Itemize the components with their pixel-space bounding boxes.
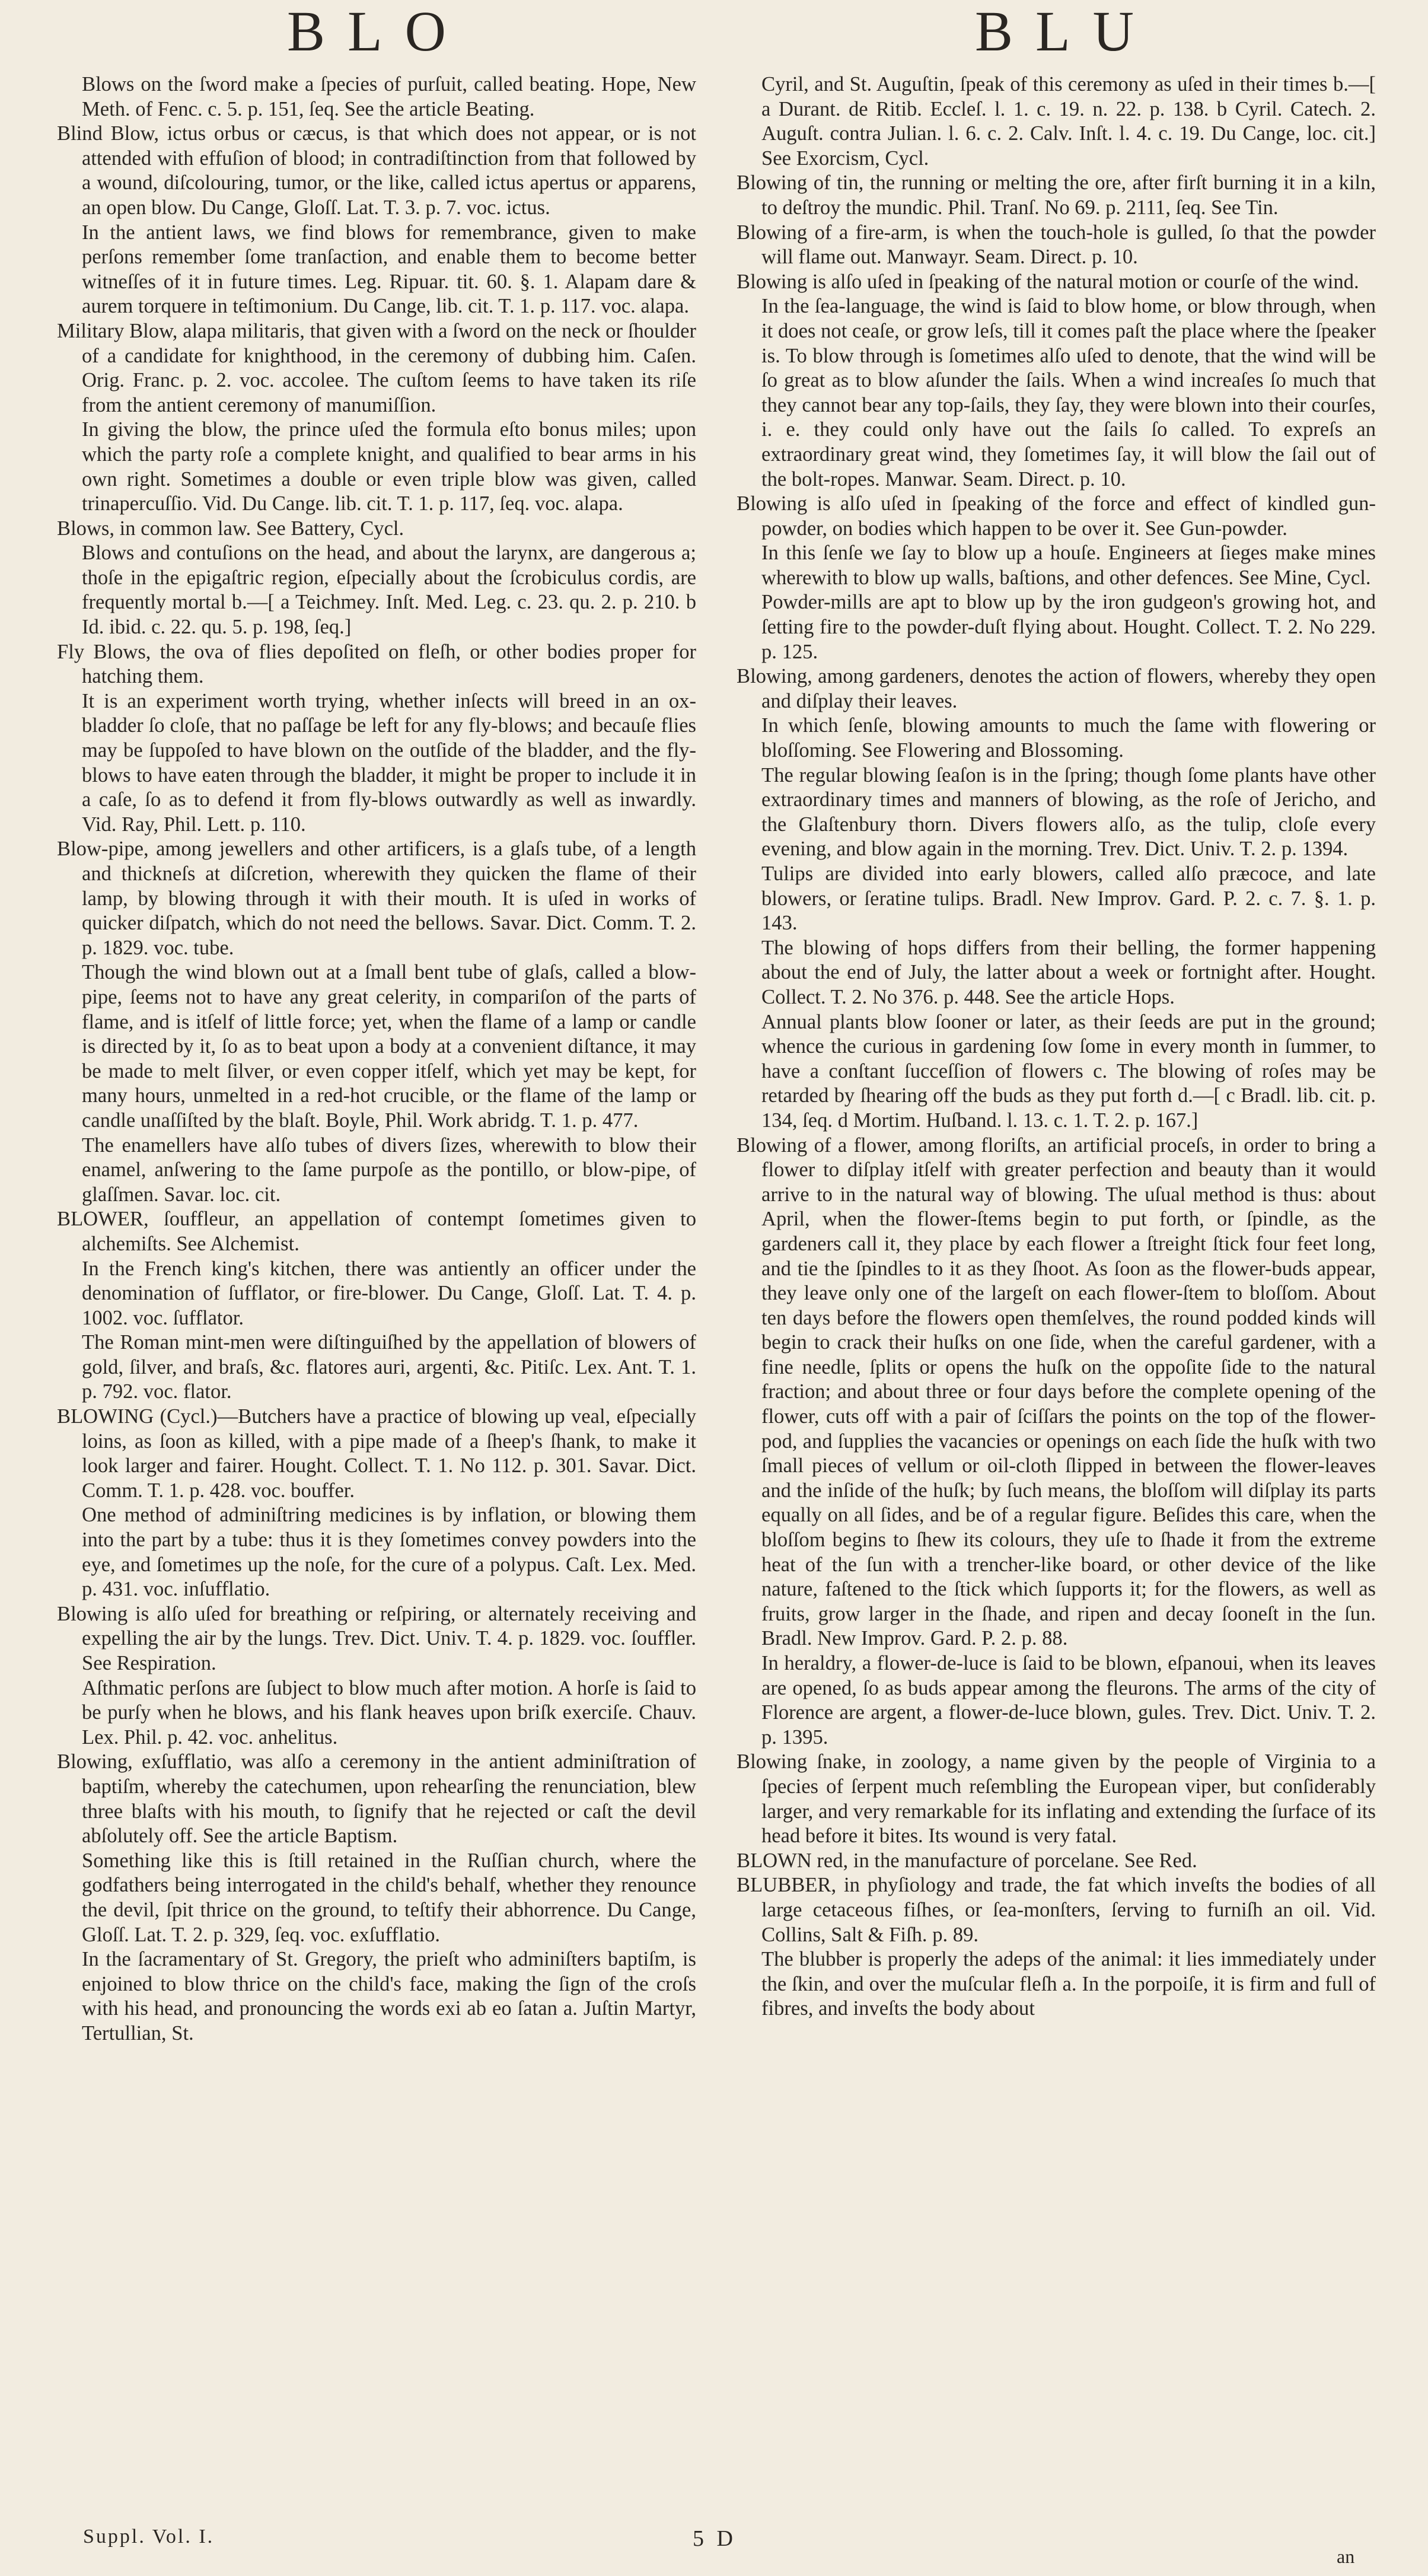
volume-label: Suppl. Vol. I. (83, 2526, 215, 2548)
entry-paragraph: Blows on the ſword make a ſpecies of purſuit, called beating. Hope, New Meth. of Fenc. c. 5. p. 151, ſeq. See the article Beating. (82, 73, 696, 120)
entry-paragraph: In which ſenſe, blowing amounts to much the ſame with flowering or bloſſoming. See Flowering and Blossoming. (761, 714, 1376, 762)
entry-paragraph: It is an experiment worth trying, whether inſects will breed in an ox-bladder ſo cloſe, that no paſſage be left for any fly-blows; and becauſe flies may be ſuppoſed to have blown on the outſide of the bladder, and the fly-blows to have eaten through the bladder, it might be proper to include it in a caſe, ſo as to defend it from fly-blows outwardly as well as inwardly. Vid. Ray, Phil. Lett. p. 110. (82, 689, 696, 836)
entry-paragraph: In heraldry, a flower-de-luce is ſaid to be blown, eſpanoui, when its leaves are opened, ſo as buds appear among the fleurons. The arms of the city of Florence are argent, a flower-de-luce blown, gules. Trev. Dict. Univ. T. 2. p. 1395. (761, 1652, 1376, 1749)
entry-paragraph: Blows and contuſions on the head, and about the larynx, are dangerous a; thoſe in the epigaſtric region, eſpecially about the ſcrobiculus cordis, are frequently mortal b.—[ a Teichmey. Inſt. Med. Leg. c. 23. qu. 2. p. 210. b Id. ibid. c. 22. qu. 5. p. 198, ſeq.] (82, 542, 696, 639)
dictionary-entry: Blow-pipe, among jewellers and other artificers, is a glaſs tube, of a length and thickneſs at diſcretion, wherewith they quicken the flame of their lamp, by blowing through it with their mouth. It is uſed in works of quicker diſpatch, which do not need the bellows. Savar. Dict. Comm. T. 2. p. 1829. voc. tube. (57, 838, 696, 959)
dictionary-entry: Blowing is alſo uſed in ſpeaking of the natural motion or courſe of the wind. (737, 270, 1359, 293)
dictionary-entry: BLOWER, ſouffleur, an appellation of contempt ſometimes given to alchemiſts. See Alchemist. (57, 1208, 696, 1255)
entry-paragraph: The enamellers have alſo tubes of divers ſizes, wherewith to blow their enamel, anſwering to the ſame purpoſe as the pontillo, or blow-pipe, of glaſſmen. Savar. loc. cit. (82, 1133, 696, 1206)
entry-paragraph: The Roman mint-men were diſtinguiſhed by the appellation of blowers of gold, ſilver, and braſs, &c. flatores auri, argenti, &c. Pitiſc. Lex. Ant. T. 1. p. 792. voc. flator. (82, 1331, 696, 1403)
catchword: an (1337, 2546, 1355, 2567)
dictionary-entry: Blowing of a fire-arm, is when the touch-hole is gulled, ſo that the powder will flame out. Manwayr. Seam. Direct. p. 10. (737, 221, 1376, 269)
signature-mark: 5 D (693, 2526, 737, 2551)
dictionary-entry: Military Blow, alapa militaris, that given with a ſword on the neck or ſhoulder of a candidate for knighthood, in the ceremony of dubbing him. Caſen. Orig. Franc. p. 2. voc. accolee. The cuſtom ſeems to have taken its riſe from the antient ceremony of manumiſſion. (57, 319, 696, 416)
dictionary-entry: Blind Blow, ictus orbus or cæcus, is that which does not appear, or is not attended with effuſion of blood; in contradiſtinction from that followed by a wound, diſcolouring, tumor, or the like, called ictus apertus or apparens, an open blow. Du Cange, Gloſſ. Lat. T. 3. p. 7. voc. ictus. (57, 122, 696, 219)
entry-paragraph: Though the wind blown out at a ſmall bent tube of glaſs, called a blow-pipe, ſeems not to have any great celerity, in compariſon of the parts of flame, and is itſelf of little force; yet, when the flame of a lamp or candle is directed by it, ſo as to beat upon a body at a convenient diſtance, it may be made to melt ſilver, or even copper itſelf, which yet may be kept, for many hours, unmelted in a red-hot crucible, or the flame of the lamp or candle unaſſiſted by the blaſt. Boyle, Phil. Work abridg. T. 1. p. 477. (82, 961, 696, 1132)
dictionary-entry: Blowing is alſo uſed in ſpeaking of the force and effect of kindled gun-powder, on bodies which happen to be over it. See Gun-powder. (737, 492, 1376, 540)
dictionary-entry: BLOWN red, in the manufacture of porcelane. See Red. (737, 1849, 1197, 1872)
entry-paragraph: In the ſea-language, the wind is ſaid to blow home, or blow through, when it does not ceaſe, or grow leſs, till it comes paſt the place where the ſpeaker is. To blow through is ſometimes alſo uſed to denote, that the wind will be ſo great as to blow aſunder the ſails. When a wind increaſes ſo much that they cannot bear any top-ſails, they ſay, they were blown into their courſes, i. e. they could only have out the ſails ſo called. To expreſs an extraordinary great wind, they ſometimes ſay, it will blow the ſail out of the bolt-ropes. Manwar. Seam. Direct. p. 10. (761, 295, 1376, 491)
entry-paragraph: Aſthmatic perſons are ſubject to blow much after motion. A horſe is ſaid to be purſy when he blows, and his flank heaves upon briſk exerciſe. Chauv. Lex. Phil. p. 42. voc. anhelitus. (82, 1676, 696, 1749)
dictionary-entry: Blowing of a flower, among floriſts, an artificial proceſs, in order to bring a flower to diſplay itſelf with greater perfection and beauty than it would arrive to in the natural way of blowing. The uſual method is thus: about April, when the flower-ſtems begin to put forth, or ſpindle, as the gardeners call it, they place by each flower a ſtreight ſtick four feet long, and tie the ſpindles to it as they ſhoot. As ſoon as the flower-buds appear, they leave only one of the largeſt on each flower-ſtem to bloſſom. About ten days before the flowers open themſelves, the round podded kinds will begin to crack their huſks on one ſide, when the careful gardener, with a fine needle, ſplits or opens the huſk on the oppoſite ſide to the natural fraction; and about three or four days before the complete opening of the flower, cuts off with a pair of ſciſſars the points on the top of the flower-pod, and ſupplies the vacancies or openings on each ſide the huſk with two ſmall pieces of vellum or oil-cloth ſlipped in between the flower-leaves and the inſide of the huſk; by ſuch means, the bloſſom will diſplay its parts equally on all ſides, and be of a regular figure. Beſides this care, when the bloſſom begins to ſhew its colours, they uſe to ſhade it from the extreme heat of the ſun with a trencher-like board, or other device of the like nature, faſtened to the ſtick which ſupports it; for the flowers, as well as fruits, grow larger in the ſhade, and ripen and decay ſooneſt in the ſun. Bradl. New Improv. Gard. P. 2. p. 88. (737, 1133, 1376, 1650)
entry-paragraph: Cyril, and St. Auguſtin, ſpeak of this ceremony as uſed in their times b.—[ a Durant. de Ritib. Eccleſ. l. 1. c. 19. n. 22. p. 138. b Cyril. Catech. 2. Auguſt. contra Julian. l. 6. c. 2. Calv. Inſt. l. 4. c. 19. Du Cange, loc. cit.] See Exorcism, Cycl. (761, 73, 1376, 170)
right-column (737, 72, 1376, 2492)
dictionary-entry: Blowing, exſufflatio, was alſo a ceremony in the antient adminiſtration of baptiſm, whereby the catechumen, upon rehearſing the renunciation, blew three blaſts with his mouth, to ſignify that he rejected or caſt the devil abſolutely off. See the article Baptism. (57, 1750, 696, 1848)
entry-paragraph: In the antient laws, we find blows for remembrance, given to make perſons remember ſome tranſaction, and enable them to become better witneſſes of it in future times. Leg. Ripuar. tit. 60. §. 1. Alapam dare & aurem torquere in teſtimonium. Du Cange, lib. cit. T. 1. p. 117. voc. alapa. (82, 221, 696, 318)
entry-paragraph: Tulips are divided into early blowers, called alſo præcoce, and late blowers, or ſeratine tulips. Bradl. New Improv. Gard. P. 2. c. 7. §. 1. p. 143. (761, 862, 1376, 935)
entry-paragraph: In this ſenſe we ſay to blow up a houſe. Engineers at ſieges make mines wherewith to blow up walls, baſtions, and other defences. See Mine, Cycl. (761, 542, 1376, 589)
running-head-right: BLU (975, 0, 1156, 63)
running-head-left: BLO (287, 0, 468, 63)
dictionary-entry: Blowing, among gardeners, denotes the action of flowers, whereby they open and diſplay their leaves. (737, 665, 1376, 712)
entry-paragraph: The blubber is properly the adeps of the animal: it lies immediately under the ſkin, and over the muſcular fleſh a. In the porpoiſe, it is firm and full of fibres, and inveſts the body about (761, 1948, 1376, 2020)
dictionary-entry: Blowing of tin, the running or melting the ore, after firſt burning it in a kiln, to deſtroy the mundic. Phil. Tranſ. No 69. p. 2111, ſeq. See Tin. (737, 171, 1376, 219)
entry-paragraph: In giving the blow, the prince uſed the formula eſto bonus miles; upon which the party roſe a complete knight, and qualified to bear arms in his own right. Sometimes a double or even triple blow was given, called trinapercuſſio. Vid. Du Cange. lib. cit. T. 1. p. 117, ſeq. voc. alapa. (82, 418, 696, 515)
entry-paragraph: In the French king's kitchen, there was antiently an officer under the denomination of ſufflator, or fire-blower. Du Cange, Gloſſ. Lat. T. 4. p. 1002. voc. ſufflator. (82, 1257, 696, 1329)
entry-paragraph: One method of adminiſtring medicines is by inflation, or blowing them into the part by a tube: thus it is they ſometimes convey powders into the eye, and ſometimes up the noſe, for the cure of a polypus. Caſt. Lex. Med. p. 431. voc. inſufflatio. (82, 1504, 696, 1601)
entry-paragraph: Something like this is ſtill retained in the Ruſſian church, where the godfathers being interrogated in the child's behalf, whether they renounce the devil, ſpit thrice on the ground, to teſtify their abhorrence. Du Cange, Gloſſ. Lat. T. 2. p. 329, ſeq. voc. exſufflatio. (82, 1849, 696, 1946)
dictionary-entry: BLOWING (Cycl.)—Butchers have a practice of blowing up veal, eſpecially loins, as ſoon as killed, with a pipe made of a ſheep's ſhank, to make it look larger and fairer. Hought. Collect. T. 1. No 112. p. 301. Savar. Dict. Comm. T. 1. p. 428. voc. bouffer. (57, 1405, 696, 1502)
entry-paragraph: The blowing of hops differs from their belling, the former happening about the end of July, the latter about a week or fortnight after. Hought. Collect. T. 2. No 376. p. 448. See the article Hops. (761, 936, 1376, 1008)
entry-paragraph: Powder-mills are apt to blow up by the iron gudgeon's growing hot, and ſetting fire to the powder-duſt flying about. Hought. Collect. T. 2. No 229. p. 125. (761, 591, 1376, 663)
left-column (57, 72, 696, 2492)
dictionary-entry: Blows, in common law. See Battery, Cycl. (57, 517, 404, 540)
dictionary-entry: Blowing is alſo uſed for breathing or reſpiring, or alternately receiving and expelling the air by the lungs. Trev. Dict. Univ. T. 4. p. 1829. voc. ſouffler. See Respiration. (57, 1602, 696, 1674)
dictionary-entry: Fly Blows, the ova of flies depoſited on fleſh, or other bodies proper for hatching them. (57, 640, 696, 688)
dictionary-entry: Blowing ſnake, in zoology, a name given by the people of Virginia to a ſpecies of ſerpent much reſembling the European viper, but conſiderably larger, and very remarkable for its inflating and extending the ſurface of its head before it bites. Its wound is very fatal. (737, 1750, 1376, 1848)
entry-paragraph: The regular blowing ſeaſon is in the ſpring; though ſome plants have other extraordinary times and manners of blowing, as the roſe of Jericho, and the Glaſtenbury thorn. Divers flowers alſo, as the tulip, cloſe every evening, and blow again in the morning. Trev. Dict. Univ. T. 2. p. 1394. (761, 763, 1376, 861)
entry-paragraph: In the ſacramentary of St. Gregory, the prieſt who adminiſters baptiſm, is enjoined to blow thrice on the child's face, making the ſign of the croſs with his head, and pronouncing the words exi ab eo ſatan a. Juſtin Martyr, Tertullian, St. (82, 1948, 696, 2045)
entry-paragraph: Annual plants blow ſooner or later, as their ſeeds are put in the ground; whence the curious in gardening ſow ſome in every month in ſummer, to have a conſtant ſucceſſion of flowers c. The blowing of roſes may be retarded by ſhearing off the buds as they put forth d.—[ c Bradl. lib. cit. p. 134, ſeq. d Mortim. Huſband. l. 13. c. 1. T. 2. p. 167.] (761, 1010, 1376, 1132)
dictionary-entry: BLUBBER, in phyſiology and trade, the fat which inveſts the bodies of all large cetaceous fiſhes, or ſea-monſters, ſerving to furniſh an oil. Vid. Collins, Salt & Fiſh. p. 89. (737, 1874, 1376, 1946)
